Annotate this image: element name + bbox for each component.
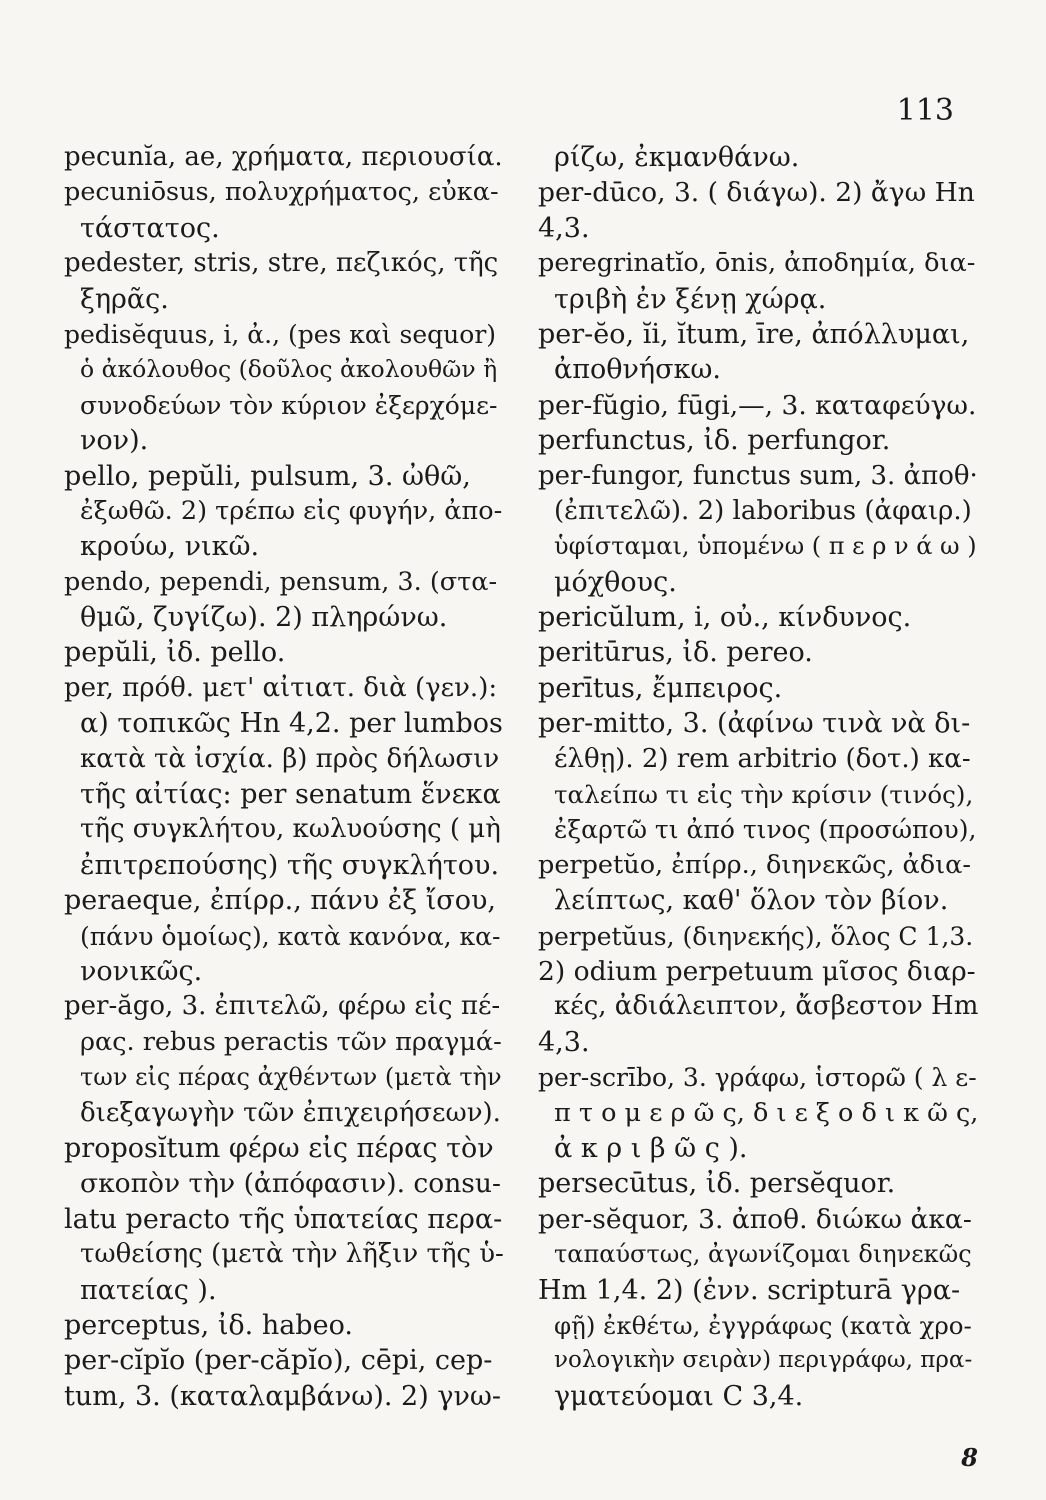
right-column-line: perfunctus, ἰδ. perfungor. xyxy=(538,425,891,457)
page-number: 113 xyxy=(896,93,954,128)
right-column-line: έλθῃ). 2) rem arbitrio (δοτ.) κα- xyxy=(554,743,971,774)
left-column-line: σκοπὸν τὴν (ἀπόφασιν). consu- xyxy=(80,1168,501,1200)
right-column-line: φῇ) ἐκθέτω, ἐγγράφως (κατὰ χρο- xyxy=(554,1310,972,1340)
right-column-line: ἐξαρτῶ τι ἀπό τινος (προσώπου), xyxy=(554,815,977,845)
right-column-line: per-mitto, 3. (ἀφίνω τινὰ νὰ δι- xyxy=(538,708,971,740)
left-column-line: τωθείσης (μετὰ τὴν λῆξιν τῆς ὑ- xyxy=(80,1239,504,1270)
left-column-line: διεξαγωγὴν τῶν ἐπιχειρήσεων). xyxy=(80,1097,501,1128)
right-column-line: peritūrus, ἰδ. pereo. xyxy=(538,637,813,669)
right-column-line: ρίζω, ἐκμανθάνω. xyxy=(554,142,800,173)
right-column-line: per-fŭgio, fūgi,—, 3. καταφεύγω. xyxy=(538,389,977,421)
left-column-line: per, πρόθ. μετ' αἰτιατ. διὰ (γεν.): xyxy=(64,672,498,703)
right-column-line: per-fungor, functus sum, 3. ἀποθ· xyxy=(538,460,978,491)
right-column-line: κές, ἀδιάλειπτον, ἄσβεστον Hm xyxy=(554,991,979,1022)
left-column-line: proposĭtum φέρω εἰς πέρας τὸν xyxy=(64,1132,494,1164)
right-column-line: 4,3. xyxy=(538,212,590,244)
left-column-line: νον). xyxy=(80,425,149,457)
left-column-line: ἐπιτρεπούσης) τῆς συγκλήτου. xyxy=(80,849,500,881)
right-column-line: μόχθους. xyxy=(554,566,677,598)
left-column xyxy=(64,140,504,1414)
right-column-line: ὑφίσταμαι, ὑπομένω ( π ε ρ ν ά ω ) xyxy=(554,532,977,561)
left-column-line: pedester, stris, stre, πεζικός, τῆς xyxy=(64,248,499,279)
right-column-line: τριβὴ ἐν ξένῃ χώρᾳ. xyxy=(554,283,827,315)
right-column-line: 2) odium perpetuum μῖσος διαρ- xyxy=(538,955,976,987)
right-column-line: ταπαύστως, ἀγωνίζομαι διηνεκῶς xyxy=(554,1240,972,1269)
right-column-line: ἀ κ ρ ι β ῶ ς ). xyxy=(554,1132,748,1164)
right-column-line: π τ ο μ ε ρ ῶ ς, δ ι ε ξ ο δ ι κ ῶ ς, xyxy=(554,1097,979,1128)
right-column-line: νολογικὴν σειρὰν) περιγράφω, πρα- xyxy=(554,1347,973,1374)
left-column-line: perceptus, ἰδ. habeo. xyxy=(64,1309,353,1341)
left-column-line: κρούω, νικῶ. xyxy=(80,531,260,563)
left-column-line: ἐξωθῶ. 2) τρέπω εἰς φυγήν, ἀπο- xyxy=(80,495,503,526)
left-column-line: per-cĭpĭo (per-căpĭo), cēpi, cep- xyxy=(64,1345,493,1377)
left-column-line: πατείας ). xyxy=(80,1274,217,1306)
left-column-line: κατὰ τὰ ἰσχία. β) πρὸς δήλωσιν xyxy=(80,743,500,774)
right-column-line: peregrinatĭo, ōnis, ἀποδημία, δια- xyxy=(538,248,976,279)
left-column-line: α) τοπικῶς Hn 4,2. per lumbos xyxy=(80,708,503,740)
right-column-line: per-dūco, 3. ( διάγω). 2) ἄγω Hn xyxy=(538,177,975,209)
left-column-line: τῆς συγκλήτου, κωλυούσης ( μὴ xyxy=(80,814,501,845)
left-column-line: peraeque, ἐπίρρ., πάνυ ἐξ ἴσου, xyxy=(64,885,496,917)
left-column-line: pello, pepŭli, pulsum, 3. ὠθῶ, xyxy=(64,460,471,492)
left-column-line: ξηρᾶς. xyxy=(80,283,169,315)
right-column-line: per-sĕquor, 3. ἀποθ. διώκω ἀκα- xyxy=(538,1203,972,1235)
left-column-line: pendo, pependi, pensum, 3. (στα- xyxy=(64,566,498,597)
left-column-line: ρας. rebus peractis τῶν πραγμά- xyxy=(80,1026,502,1057)
left-column-line: latu peracto τῆς ὑπατείας περα- xyxy=(64,1203,503,1235)
left-column-line: τάστατος. xyxy=(80,212,220,244)
left-column-line: pecuniōsus, πολυχρήματος, εὐκα- xyxy=(64,177,499,208)
right-column-line: perītus, ἔμπειρος. xyxy=(538,672,783,704)
right-column xyxy=(538,140,978,1414)
left-column-line: per-ăgo, 3. ἐπιτελῶ, φέρω εἰς πέ- xyxy=(64,991,501,1022)
right-column-line: perpetŭus, (διηνεκής), ὅλος C 1,3. xyxy=(538,921,974,951)
left-column-line: pecunĭa, ae, χρήματα, περιουσία. xyxy=(64,142,503,172)
right-column-line: Hm 1,4. 2) (ἐνν. scripturā γρα- xyxy=(538,1274,961,1306)
right-column-line: per-scrībo, 3. γράφω, ἱστορῶ ( λ ε- xyxy=(538,1063,977,1093)
left-column-line: pedisĕquus, i, ἀ., (pes καὶ sequor) xyxy=(64,319,497,349)
left-column-line: tum, 3. (καταλαμβάνω). 2) γνω- xyxy=(64,1380,502,1412)
left-column-line: τῆς αἰτίας: per senatum ἕνεκα xyxy=(80,779,501,811)
left-column-line: των εἰς πέρας ἀχθέντων (μετὰ τὴν xyxy=(80,1063,502,1092)
right-column-line: persecūtus, ἰδ. persĕquor. xyxy=(538,1168,896,1200)
right-column-line: 4,3. xyxy=(538,1026,590,1058)
left-column-line: συνοδεύων τὸν κύριον ἐξερχόμε- xyxy=(80,390,498,420)
right-column-line: (ἐπιτελῶ). 2) laboribus (ἀφαιρ.) xyxy=(554,495,972,526)
right-column-line: γματεύομαι C 3,4. xyxy=(554,1380,804,1412)
left-column-line: ὁ ἀκόλουθος (δοῦλος ἀκολουθῶν ἢ xyxy=(80,355,498,384)
right-column-line: perpetŭo, ἐπίρρ., διηνεκῶς, ἀδια- xyxy=(538,849,971,880)
right-column-line: λείπτως, καθ' ὅλον τὸν βίον. xyxy=(554,885,949,917)
left-column-line: (πάνυ ὁμοίως), κατὰ κανόνα, κα- xyxy=(80,921,501,951)
left-column-line: θμῶ, ζυγίζω). 2) πληρώνω. xyxy=(80,602,448,634)
right-column-line: ἀποθνήσκω. xyxy=(554,354,721,386)
right-column-line: ταλείπω τι εἰς τὴν κρίσιν (τινός), xyxy=(554,780,974,810)
right-column-line: pericŭlum, i, οὐ., κίνδυνος. xyxy=(538,602,912,634)
right-column-line: per-ĕo, ĭi, ĭtum, īre, ἀπόλλυμαι, xyxy=(538,318,970,350)
left-column-line: νονικῶς. xyxy=(80,955,203,987)
left-column-line: pepŭli, ἰδ. pello. xyxy=(64,637,286,669)
signature-mark: 8 xyxy=(961,1443,978,1472)
